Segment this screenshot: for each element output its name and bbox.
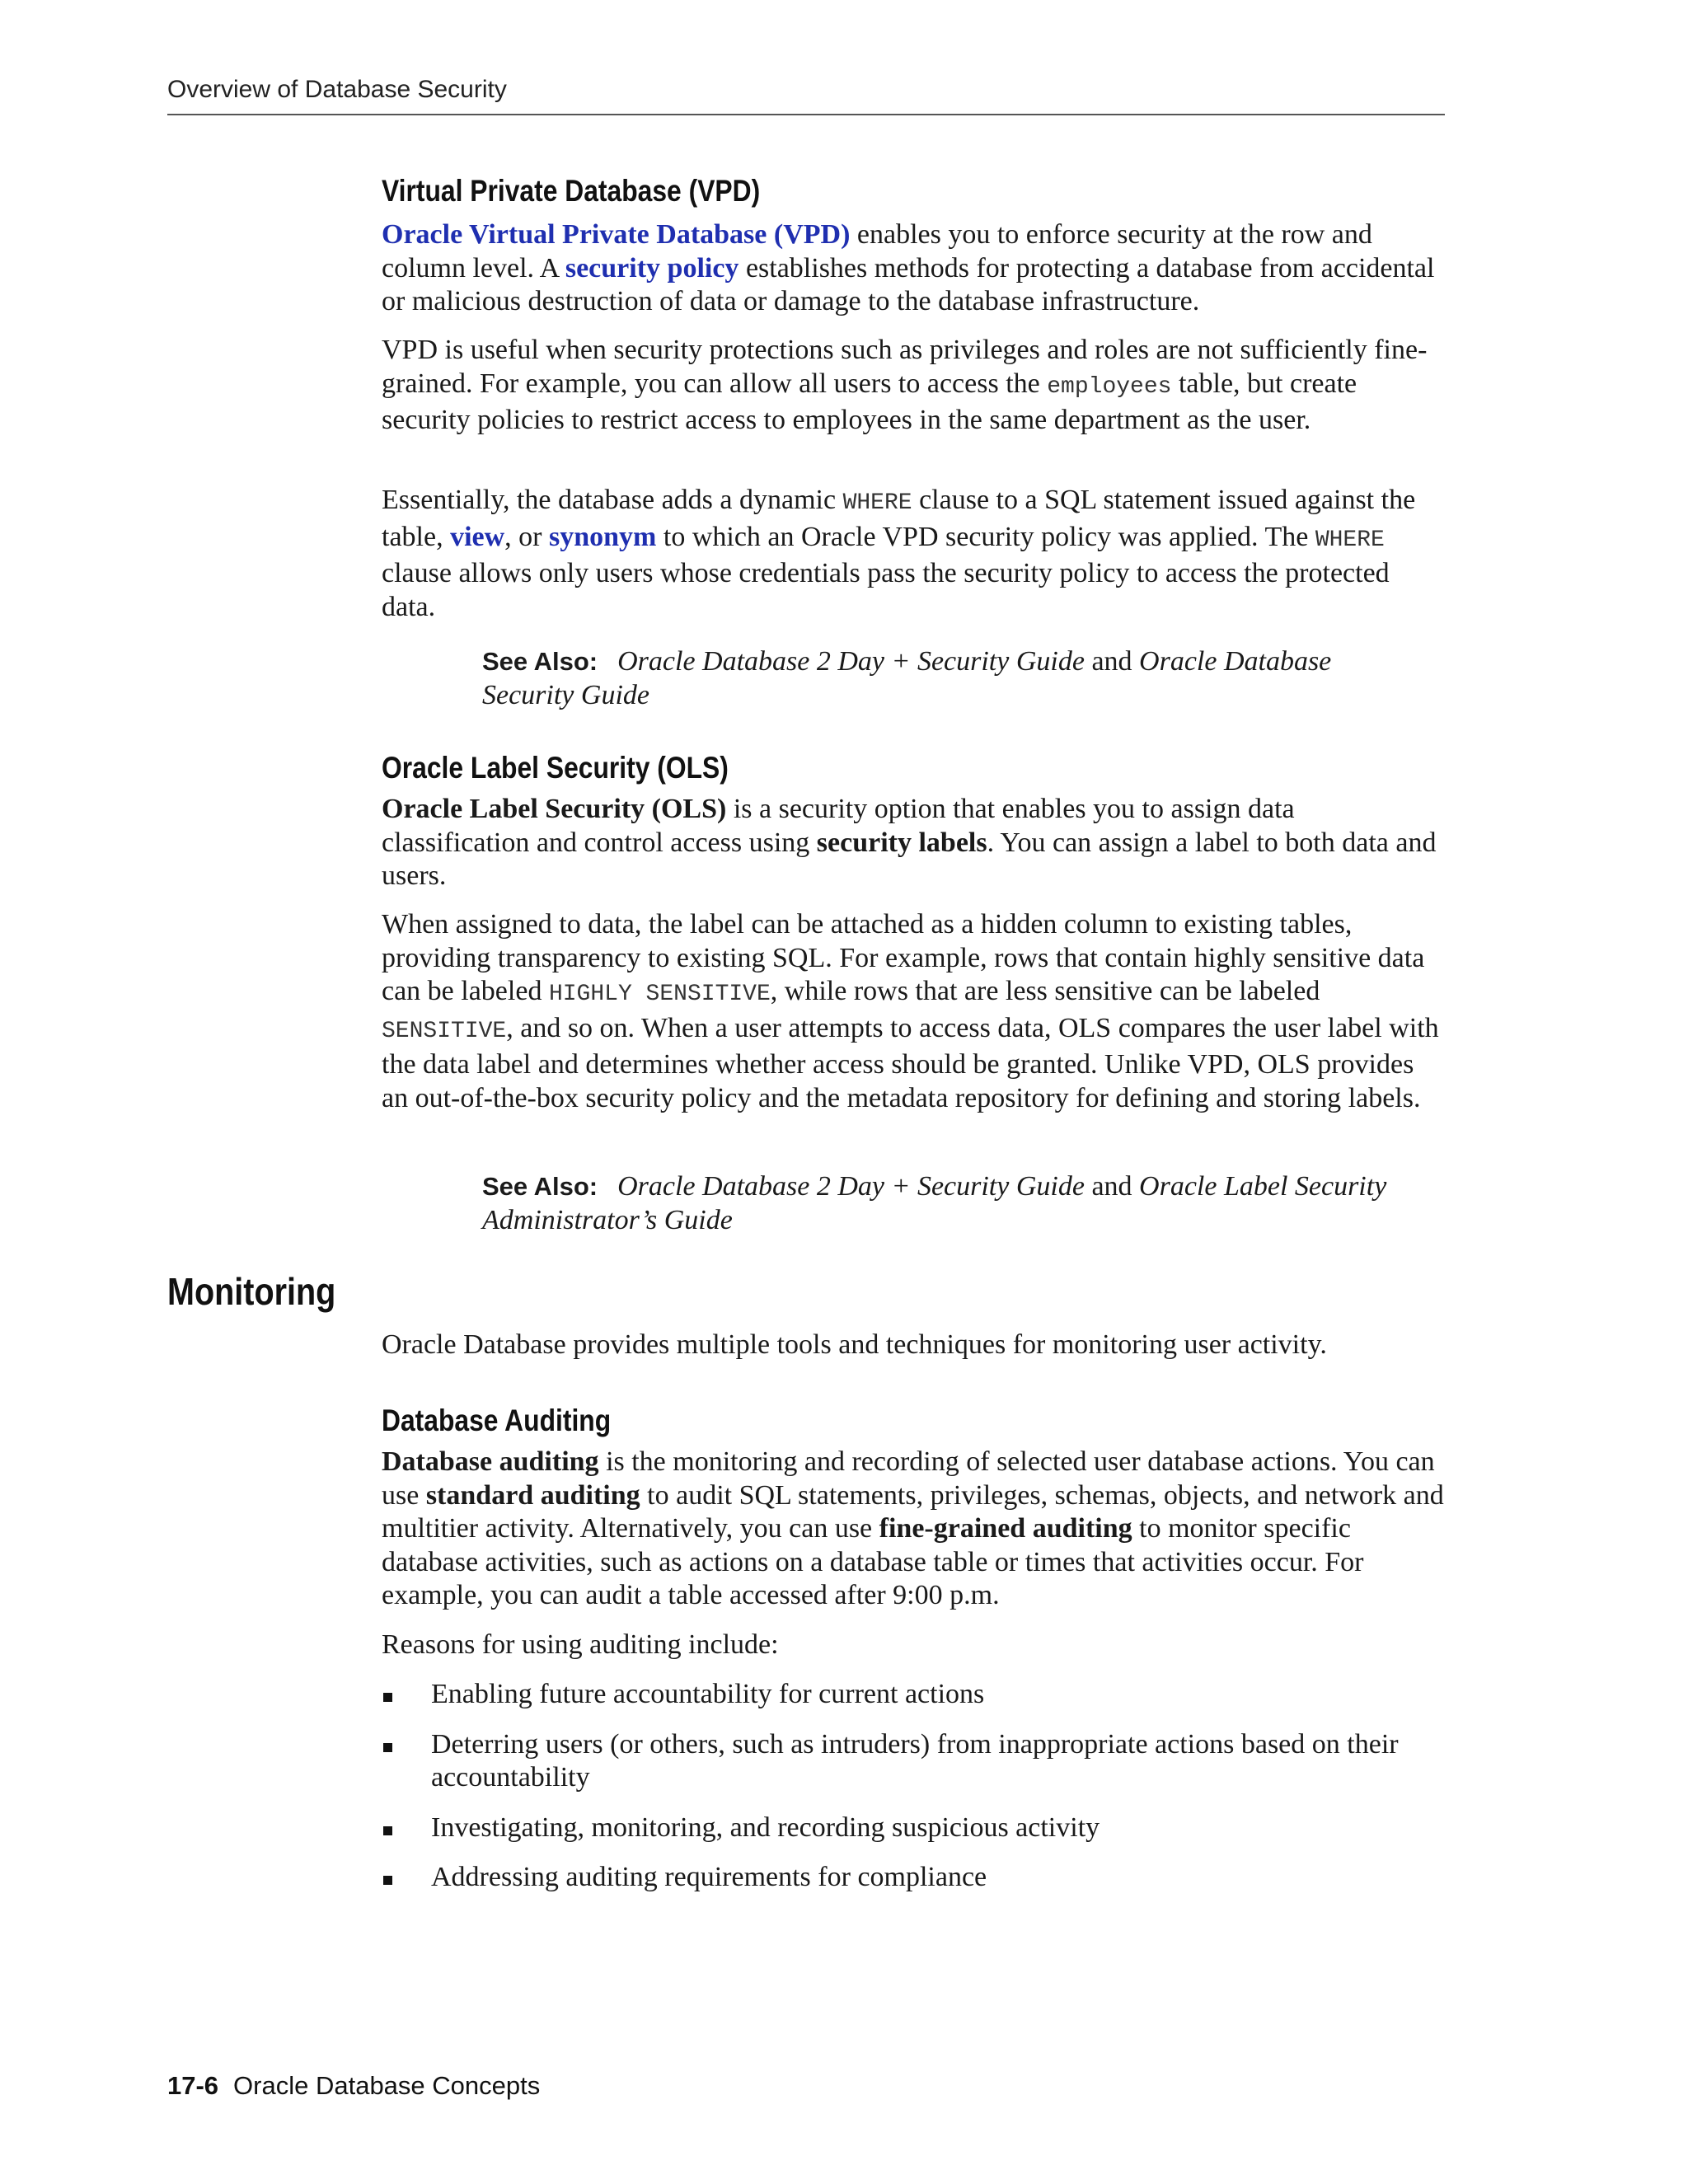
reasons-list <box>382 1678 1445 1895</box>
standard-auditing-term: standard auditing <box>425 1479 640 1511</box>
auditing-p1-text-3: to monitor specific database activities, such as actions on a database table or times that activities occur. For example, you can audit a table accessed after 9:00 p.m. <box>382 1513 1364 1610</box>
see-also-conj: and <box>1084 1171 1140 1202</box>
list-item-text: Investigating, monitoring, and recording suspicious activity <box>431 1811 1100 1843</box>
vpd-p3-text-3: , or <box>504 521 549 552</box>
vpd-p3-text-4: to which an Oracle VPD security policy was applied. The <box>656 521 1315 552</box>
auditing-p1-text-2: to audit SQL statements, privileges, schemas, objects, and network and multitier activity. Alternatively, you can use <box>382 1479 1444 1544</box>
ols-p1-text-2: . You can assign a label to both data and users. <box>382 827 1437 891</box>
running-header-title: Overview of Database Security <box>167 76 507 103</box>
vpd-p1-text-2: establishes methods for protecting a database from accidental or malicious destruction of data or damage to the database infrastructure. <box>382 252 1435 316</box>
bullet-square-icon <box>383 1693 392 1702</box>
vpd-paragraph-3 <box>382 484 1445 624</box>
auditing-heading-block <box>382 1403 1445 1439</box>
reasons-intro <box>382 1629 1445 1662</box>
synonym-link[interactable]: synonym <box>549 521 657 552</box>
code-employees: employees <box>1047 373 1172 400</box>
bullet-square-icon <box>383 1876 392 1885</box>
reasons-list-block <box>382 1678 1445 1895</box>
vpd-p2-text-1: VPD is useful when security protections such as privileges and roles are not sufficiently fine-grained. For example, you can allow all users to access the <box>382 335 1428 399</box>
list-item <box>382 1728 1445 1795</box>
database-auditing-term: Database auditing <box>382 1446 599 1477</box>
ols-see-also <box>482 1170 1422 1237</box>
ols-p2-text-1: When assigned to data, the label can be attached as a hidden column to existing tables, providing transparency to existing SQL. For example, rows that contain highly sensitive data can be labeled <box>382 909 1425 1006</box>
vpd-p3-text-5: clause allows only users whose credentials pass the security policy to access the protected data. <box>382 558 1390 622</box>
list-item-text: Enabling future accountability for current actions <box>431 1679 985 1709</box>
vpd-heading-block <box>382 173 1445 209</box>
page-footer <box>167 2071 540 2101</box>
see-also-label: See Also: <box>482 1172 598 1201</box>
list-item-text: Addressing auditing requirements for compliance <box>431 1862 987 1892</box>
page-number: 17-6 <box>167 2071 219 2100</box>
ols-heading-block <box>382 750 1445 786</box>
see-also-conj: and <box>1084 646 1140 677</box>
auditing-p1-text-1: is the monitoring and recording of selected user database actions. You can use <box>382 1446 1435 1511</box>
bullet-square-icon <box>383 1826 392 1835</box>
ols-p2-text-3: , and so on. When a user attempts to access data, OLS compares the user label with the data label and determines whether access should be granted. Unlike VPD, OLS provides an out-of-the-box security policy and the metadata repository for defining and storing labels. <box>382 1012 1439 1113</box>
list-item <box>382 1861 1445 1895</box>
vpd-heading: Virtual Private Database (VPD) <box>382 174 761 208</box>
code-highly-sensitive: HIGHLY SENSITIVE <box>548 982 771 1007</box>
vpd-p3-text-2: clause to a SQL statement issued against the table, <box>382 485 1416 552</box>
see-also-ref: Oracle Database 2 Day + Security Guide <box>617 1171 1085 1202</box>
list-item <box>382 1678 1445 1712</box>
list-item-text: Deterring users (or others, such as intruders) from inappropriate actions based on their accountability <box>431 1728 1399 1793</box>
book-title: Oracle Database Concepts <box>233 2071 541 2100</box>
see-also-label: See Also: <box>482 647 598 676</box>
security-labels-term: security labels <box>816 827 987 858</box>
vpd-p2-text-2: table, but create security policies to restrict access to employees in the same department as the user. <box>382 368 1357 435</box>
ols-p2-text-2: , while rows that are less sensitive can be labeled <box>770 976 1320 1006</box>
view-link[interactable]: view <box>450 521 505 552</box>
vpd-paragraph-1 <box>382 218 1445 319</box>
see-also-ref: Oracle Database 2 Day + Security Guide <box>617 646 1085 677</box>
auditing-heading: Database Auditing <box>382 1404 612 1437</box>
running-header <box>167 76 1445 115</box>
code-where-1: WHERE <box>842 490 912 516</box>
reasons-intro-text: Reasons for using auditing include: <box>382 1629 779 1660</box>
vpd-term-link[interactable]: Oracle Virtual Private Database (VPD) <box>382 219 851 250</box>
ols-heading: Oracle Label Security (OLS) <box>382 751 729 785</box>
vpd-p3-text-1: Essentially, the database adds a dynamic <box>382 485 843 515</box>
ols-term: Oracle Label Security (OLS) <box>382 794 727 824</box>
vpd-p1-text-1: enables you to enforce security at the row and column level. A <box>382 219 1372 284</box>
monitoring-intro-text: Oracle Database provides multiple tools and techniques for monitoring user activity. <box>382 1329 1327 1360</box>
monitoring-heading: Monitoring <box>167 1270 336 1313</box>
bullet-square-icon <box>383 1743 392 1752</box>
fine-grained-auditing-term: fine-grained auditing <box>879 1513 1132 1544</box>
ols-paragraph-1 <box>382 793 1445 893</box>
see-also-ref: Oracle Database Security Guide <box>482 646 1332 710</box>
code-where-2: WHERE <box>1315 527 1385 553</box>
list-item <box>382 1811 1445 1845</box>
code-sensitive: SENSITIVE <box>382 1018 507 1044</box>
monitoring-intro <box>382 1329 1445 1362</box>
ols-p1-text-1: is a security option that enables you to assign data classification and control access using <box>382 794 1295 858</box>
ols-paragraph-2 <box>382 908 1445 1115</box>
auditing-paragraph-1 <box>382 1446 1445 1613</box>
vpd-see-also <box>482 645 1422 712</box>
vpd-paragraph-2 <box>382 334 1445 438</box>
security-policy-link[interactable]: security policy <box>565 252 739 284</box>
see-also-ref: Oracle Label Security Administrator’s Guide <box>482 1171 1387 1235</box>
